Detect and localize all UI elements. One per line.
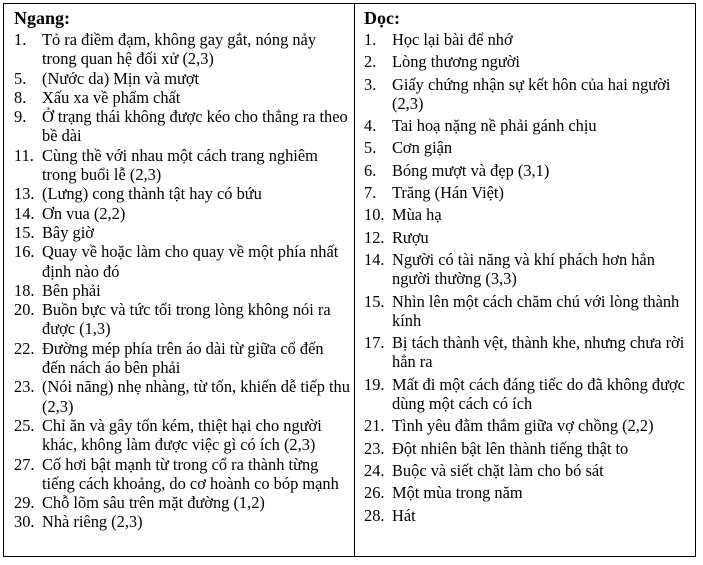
clue-number: 14. — [364, 249, 385, 269]
across-heading: Ngang: — [14, 8, 71, 28]
across-clue — [14, 146, 350, 185]
clue-text: Tình yêu đằm thắm giữa vợ chồng (2,2) — [392, 416, 654, 436]
down-clue — [364, 416, 691, 435]
across-clue — [14, 204, 350, 223]
across-clue — [14, 455, 350, 494]
across-clue — [14, 300, 350, 339]
clue-number: 6. — [364, 160, 377, 180]
clue-text: Chỗ lõm sâu trên mặt đường (1,2) — [42, 493, 265, 513]
clue-number: 21. — [364, 416, 385, 436]
clue-text: Bên phải — [42, 280, 101, 300]
clue-number: 23. — [14, 377, 35, 397]
clue-number: 19. — [364, 374, 385, 394]
clue-text: Buồn bực và tức tối trong lòng không nói ra được (1,3) — [42, 300, 331, 339]
clue-text: Bây giờ — [42, 222, 94, 242]
clue-number: 9. — [14, 107, 27, 127]
down-clue — [364, 292, 691, 331]
clue-text: Học lại bài để nhớ — [392, 30, 513, 49]
across-clue — [14, 242, 350, 281]
down-clue — [364, 461, 691, 480]
clue-text: Tai hoạ nặng nề phải gánh chịu — [392, 116, 597, 136]
down-clue — [364, 250, 691, 289]
clue-number: 14. — [14, 203, 35, 223]
clue-text: Hát — [392, 505, 416, 525]
down-clue — [364, 138, 691, 157]
across-clue — [14, 416, 350, 455]
across-clue — [14, 223, 350, 242]
clue-number: 15. — [364, 291, 385, 311]
clue-text: Đường mép phía trên áo dài từ giữa cổ đến đến nách áo bên phải — [42, 338, 324, 378]
clue-number: 5. — [364, 138, 377, 158]
across-clue — [14, 281, 350, 300]
clue-text: Giấy chứng nhận sự kết hôn của hai người (2,3) — [392, 74, 671, 113]
down-clue — [364, 483, 691, 502]
down-clue — [364, 506, 691, 525]
clue-number: 17. — [364, 333, 385, 353]
across-clue-list — [14, 30, 350, 532]
clue-text: Tỏ ra điềm đạm, không gay gắt, nóng nảy trong quan hệ đối xử (2,3) — [42, 30, 317, 69]
clue-text: Mùa hạ — [392, 205, 442, 225]
clue-number: 27. — [14, 454, 35, 474]
clue-number: 4. — [364, 116, 377, 136]
clue-number: 5. — [14, 68, 27, 88]
clue-text: Ở trạng thái không được kéo cho thẳng ra theo bề dài — [42, 107, 348, 146]
clue-text: Bị tách thành vệt, thành khe, nhưng chưa rời hẳn ra — [392, 333, 685, 372]
down-clue — [364, 52, 691, 71]
clue-number: 10. — [364, 205, 385, 225]
clue-number: 1. — [14, 30, 27, 49]
clue-text: Cùng thề với nhau một cách trang nghiêm trong buổi lễ (2,3) — [42, 145, 318, 185]
clue-number: 3. — [364, 74, 377, 94]
clue-text: Mất đi một cách đáng tiếc do đã không được dùng một cách có ích — [392, 374, 685, 414]
clue-number: 24. — [364, 460, 385, 480]
clue-number: 22. — [14, 338, 35, 358]
across-clue — [14, 88, 350, 107]
clue-number: 7. — [364, 183, 377, 203]
clue-text: Nhìn lên một cách chăm chú với lòng thành kính — [392, 291, 680, 330]
clue-number: 28. — [364, 505, 385, 525]
down-column — [355, 4, 695, 556]
clue-text: Trăng (Hán Việt) — [392, 183, 504, 203]
clue-text: Xấu xa về phẩm chất — [42, 87, 181, 107]
clue-number: 1. — [364, 30, 377, 49]
clue-text: Rượu — [392, 227, 429, 247]
down-clue — [364, 161, 691, 180]
clue-text: Một mùa trong năm — [392, 483, 523, 503]
clue-number: 23. — [364, 438, 385, 458]
clue-text: Cố hơi bật mạnh từ trong cổ ra thành từng tiếng cách khoảng, do cơ hoành co bóp mạnh — [42, 454, 339, 493]
down-clue — [364, 439, 691, 458]
across-clue — [14, 377, 350, 416]
down-clue-list — [364, 30, 691, 525]
down-clue — [364, 30, 691, 49]
clue-text: Người có tài năng và khí phách hơn hẳn người thường (3,3) — [392, 249, 655, 289]
across-clue — [14, 69, 350, 88]
clue-text: Bóng mượt và đẹp (3,1) — [392, 160, 550, 180]
clue-number: 13. — [14, 184, 35, 204]
clue-number: 20. — [14, 300, 35, 320]
across-clue — [14, 30, 350, 69]
clue-text: (Nói năng) nhẹ nhàng, từ tốn, khiến dễ tiếp thu (2,3) — [42, 377, 350, 416]
clue-text: Buộc và siết chặt làm cho bó sát — [392, 460, 604, 480]
clue-text: Lòng thương người — [392, 52, 520, 72]
clue-number: 26. — [364, 483, 385, 503]
clue-number: 18. — [14, 280, 35, 300]
clue-text: Cơn giận — [392, 138, 453, 158]
clue-number: 15. — [14, 222, 35, 242]
clue-number: 25. — [14, 415, 35, 435]
crossword-clue-table — [3, 3, 696, 557]
down-clue — [364, 333, 691, 372]
across-clue — [14, 107, 350, 146]
clue-text: (Nước da) Mịn và mượt — [42, 68, 200, 88]
clue-number: 29. — [14, 493, 35, 513]
across-column — [4, 4, 355, 556]
clue-text: Nhà riêng (2,3) — [42, 512, 143, 532]
down-clue — [364, 205, 691, 224]
clue-number: 2. — [364, 52, 377, 72]
across-clue — [14, 339, 350, 378]
clue-text: (Lưng) cong thành tật hay có bứu — [42, 184, 262, 204]
down-clue — [364, 183, 691, 202]
across-clue — [14, 493, 350, 512]
down-clue — [364, 375, 691, 414]
clue-text: Quay về hoặc làm cho quay về một phía nhất định nào đó — [42, 242, 339, 281]
clue-number: 30. — [14, 512, 35, 532]
clue-text: Ơn vua (2,2) — [42, 203, 126, 223]
clue-number: 16. — [14, 242, 35, 262]
down-clue — [364, 228, 691, 247]
clue-number: 12. — [364, 227, 385, 247]
across-clue — [14, 512, 350, 531]
across-clue — [14, 184, 350, 203]
down-heading: Dọc: — [364, 8, 400, 28]
down-clue — [364, 75, 691, 114]
clue-number: 8. — [14, 87, 27, 107]
clue-text: Đột nhiên bật lên thành tiếng thật to — [392, 438, 629, 458]
clue-text: Chỉ ăn và gây tốn kém, thiệt hại cho người khác, không làm được việc gì có ích (2,3) — [42, 415, 322, 455]
down-clue — [364, 116, 691, 135]
clue-number: 11. — [14, 145, 34, 165]
